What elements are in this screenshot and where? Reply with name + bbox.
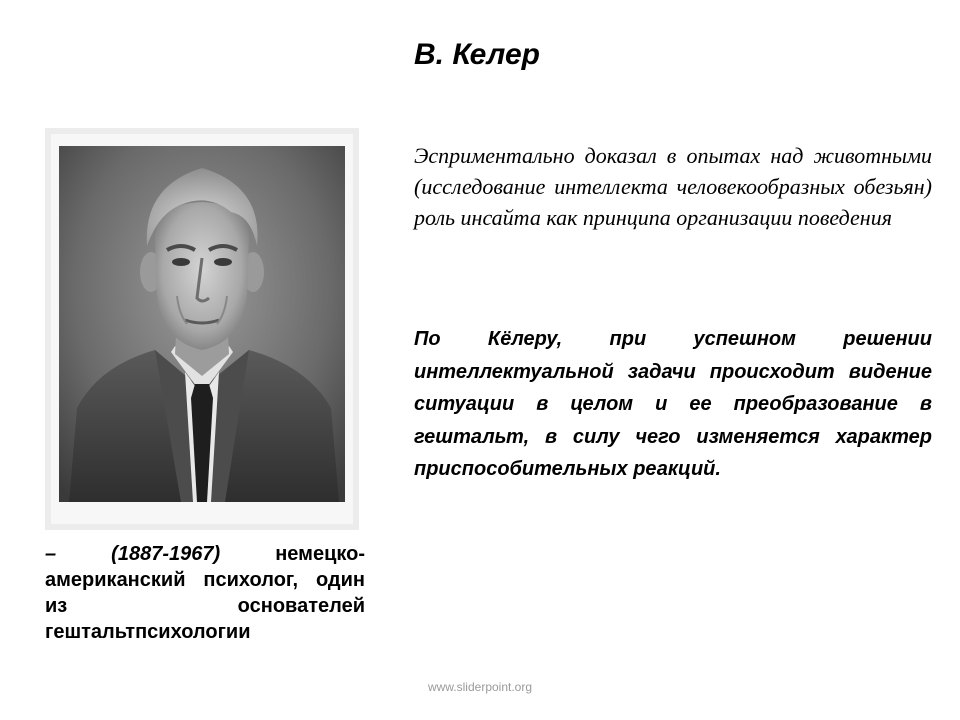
- paragraph-experiments: Эсприментально доказал в опытах над животными (исследование интеллекта человекообразных обезьян) роль инсайта как принципа организации поведения: [414, 143, 932, 230]
- portrait-photo: [59, 146, 345, 502]
- paragraph-insight: По Кёлеру, при успешном решении интеллектуальной задачи происходит видение ситуации в целом и ее преобразование в гештальт, в силу чего изменяется характер приспособительных реакций.: [414, 328, 932, 480]
- portrait-frame: [45, 128, 359, 530]
- footer-watermark: www.sliderpoint.org: [427, 680, 533, 694]
- portrait-caption: [45, 541, 365, 645]
- slide-title: В. Келер: [414, 38, 540, 71]
- caption-dates: – (1887-1967): [45, 543, 221, 565]
- caption-text: немецко-американский психолог, один из основателей гештальтпсихологии: [45, 543, 365, 643]
